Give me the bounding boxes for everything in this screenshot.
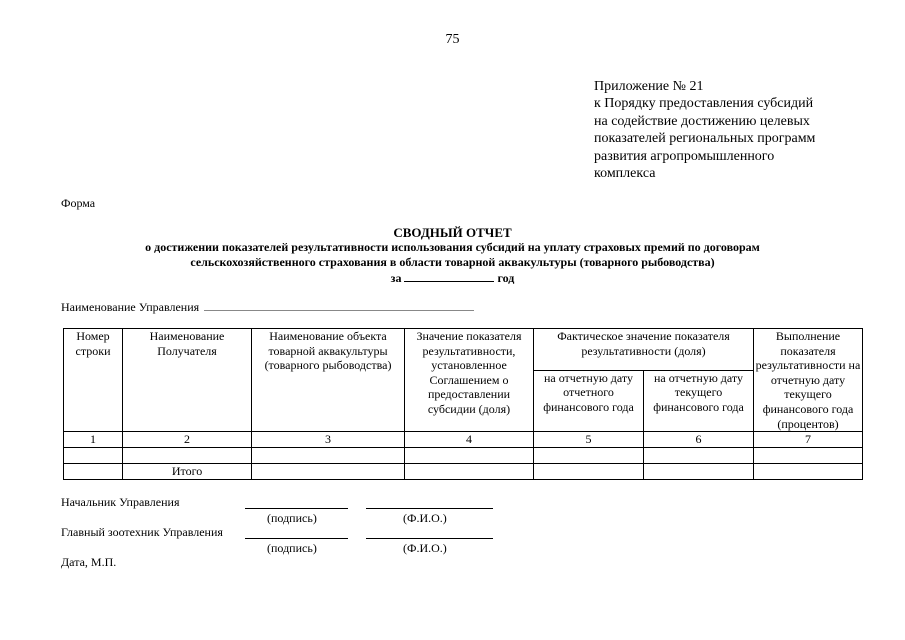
header-actual-value-group: Фактическое значение показателя результативности (доля)	[534, 329, 754, 371]
zoo-signature-line	[245, 538, 348, 539]
header-fulfillment: Выполнение показателя результативности на отчетную дату текущего финансового года (процентов)	[754, 329, 863, 432]
column-number: 5	[534, 432, 644, 448]
table-cell	[64, 447, 123, 463]
table-cell	[252, 463, 405, 479]
appendix-line: показателей региональных программ	[594, 131, 816, 147]
table-cell	[534, 447, 644, 463]
table-cell	[754, 447, 863, 463]
zoo-name-line	[366, 538, 493, 539]
header-row-number: Номер строки	[64, 329, 123, 432]
total-label: Итого	[123, 463, 252, 479]
head-signature-line	[245, 508, 348, 509]
appendix-block	[594, 78, 815, 182]
header-reporting-year: на отчетную дату отчетного финансового года	[534, 370, 644, 432]
column-number: 7	[754, 432, 863, 448]
table-cell	[644, 463, 754, 479]
column-number: 6	[644, 432, 754, 448]
page-number: 75	[445, 32, 460, 47]
signature-caption: (подпись)	[267, 511, 317, 525]
report-title: СВОДНЫЙ ОТЧЕТ	[393, 225, 512, 240]
year-prefix: за	[390, 271, 402, 285]
name-caption: (Ф.И.О.)	[403, 511, 447, 525]
appendix-line: развития агропромышленного	[594, 148, 775, 164]
report-subtitle-line-1: о достижении показателей результативности использования субсидий на уплату страховых премий по договорам	[145, 240, 760, 254]
table-cell	[644, 447, 754, 463]
appendix-line: комплекса	[594, 166, 656, 182]
form-label: Форма	[61, 196, 96, 210]
column-number: 2	[123, 432, 252, 448]
appendix-line: на содействие достижению целевых	[594, 113, 810, 129]
table-numbering-row	[64, 432, 863, 448]
table-row	[64, 447, 863, 463]
table-cell	[754, 463, 863, 479]
management-label: Наименование Управления	[61, 300, 200, 314]
head-of-management-label: Начальник Управления	[61, 495, 180, 509]
appendix-line: к Порядку предоставления субсидий	[594, 96, 814, 112]
management-line	[61, 299, 474, 315]
name-caption: (Ф.И.О.)	[403, 541, 447, 555]
column-number: 3	[252, 432, 405, 448]
report-table	[63, 328, 863, 480]
table-cell	[64, 463, 123, 479]
table-cell	[123, 447, 252, 463]
signature-caption: (подпись)	[267, 541, 317, 555]
report-title-block	[0, 225, 905, 286]
management-blank	[204, 299, 474, 311]
header-object: Наименование объекта товарной аквакультуры (товарного рыбоводства)	[252, 329, 405, 432]
table-cell	[534, 463, 644, 479]
column-number: 4	[405, 432, 534, 448]
table-cell	[405, 447, 534, 463]
header-recipient: Наименование Получателя	[123, 329, 252, 432]
chief-zootechnician-label: Главный зоотехник Управления	[61, 525, 223, 539]
date-stamp-label: Дата, М.П.	[61, 555, 117, 569]
table-cell	[252, 447, 405, 463]
header-current-year: на отчетную дату текущего финансового года	[644, 370, 754, 432]
head-name-line	[366, 508, 493, 509]
table-total-row	[64, 463, 863, 479]
column-number: 1	[64, 432, 123, 448]
year-blank	[404, 270, 494, 282]
report-year-line	[0, 270, 905, 286]
year-suffix: год	[497, 271, 515, 285]
report-subtitle-line-2: сельскохозяйственного страхования в области товарной аквакультуры (товарного рыбоводства)	[190, 255, 715, 269]
table-header-row	[64, 329, 863, 371]
table-cell	[405, 463, 534, 479]
header-target-value: Значение показателя результативности, установленное Соглашением о предоставлении субсидии (доля)	[405, 329, 534, 432]
appendix-line: Приложение № 21	[594, 79, 704, 94]
